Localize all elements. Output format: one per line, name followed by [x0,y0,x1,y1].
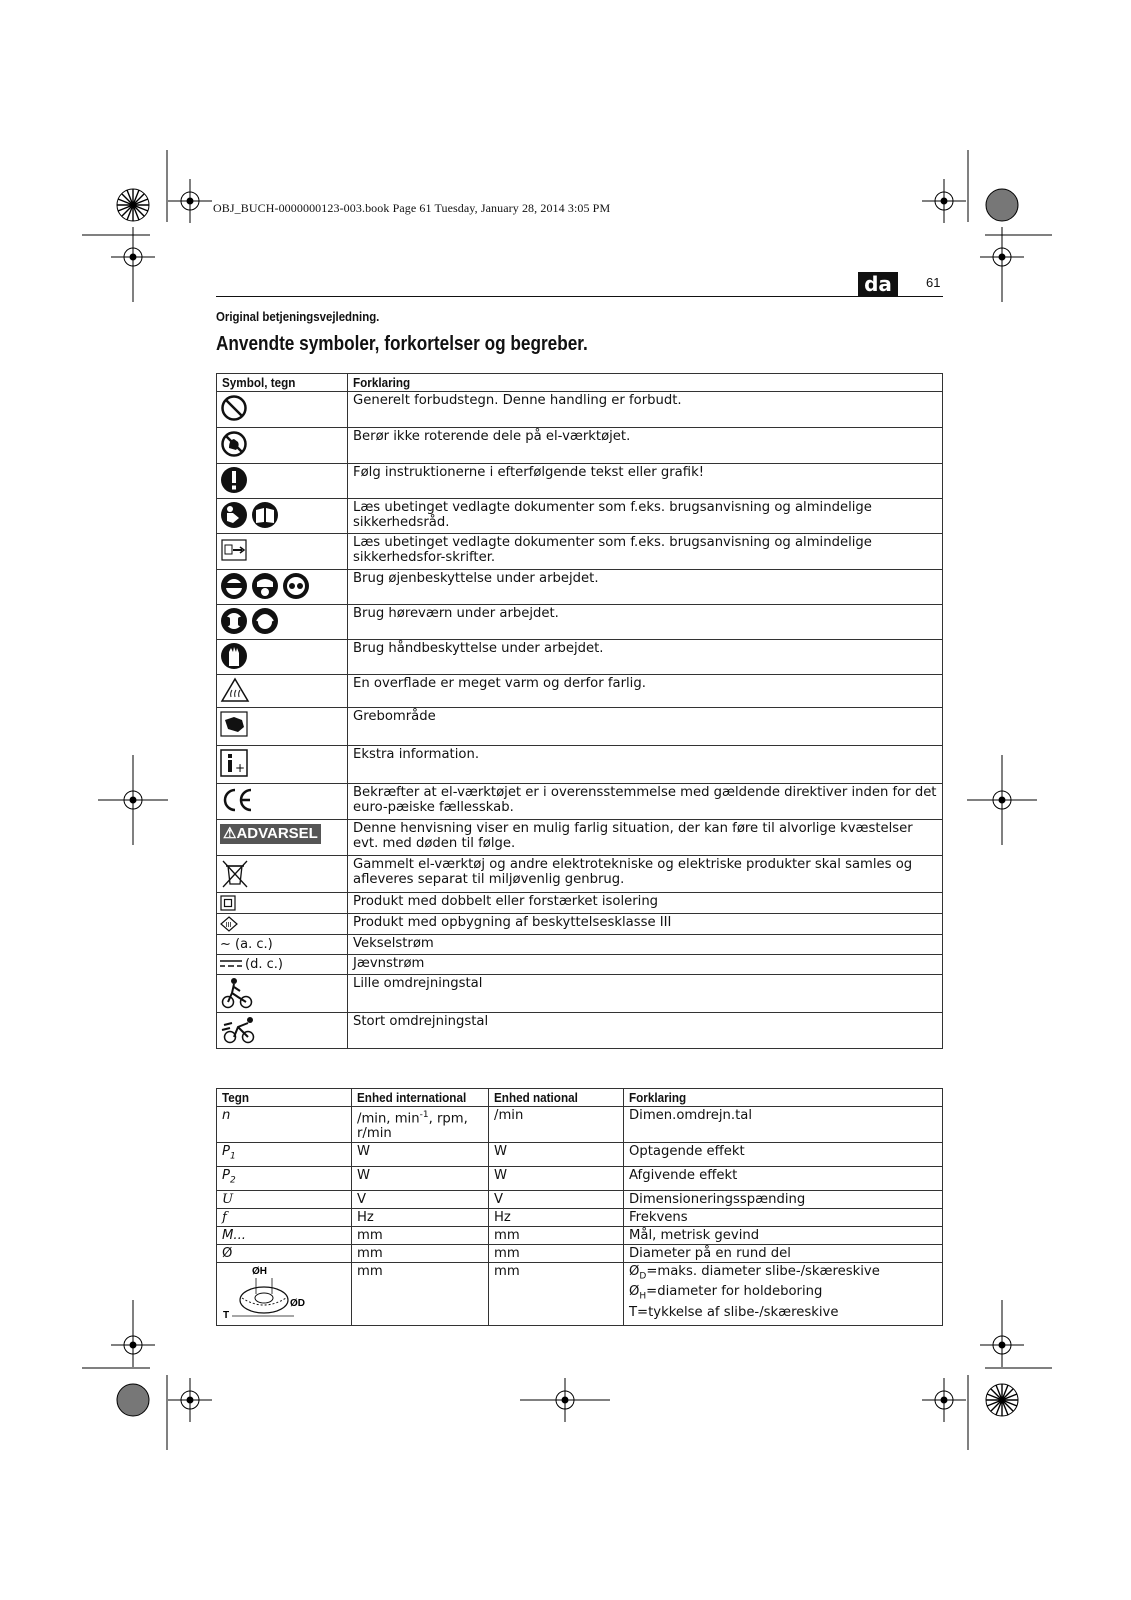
symbols-table [216,373,943,1049]
warning-triangle-icon: ⚠ [223,825,237,842]
table-row: Gammelt el-værktøj og andre elektrotekniske og elektriske produkter skal samles og afleveres separat til miljøvenlig genbrug. [217,856,943,893]
table-row: Bekræfter at el-værktøjet er i overensstemmelse med gældende direktiver inden for det euro-pæiske fællesskab. [217,784,943,820]
table-row: Produkt med dobbelt eller forstærket isolering [217,893,943,914]
section-title: Anvendte symboler, forkortelser og begreber. [216,333,588,355]
table-header-row [217,374,943,392]
svg-text:III: III [225,921,232,929]
book-icon [251,501,279,529]
table-row: Berør ikke roterende dele på el-værktøjet. [217,428,943,464]
face-shield-icon [251,572,279,600]
table-row: $P_2$ W W Afgivende effekt [217,1167,943,1191]
table-row: Brug øjenbeskyttelse under arbejdet. [217,570,943,605]
table-row: En overflade er meget varm og derfor farlig. [217,675,943,708]
table-row: Læs ubetinget vedlagte dokumenter som f.eks. brugsanvisning og almindelige sikkerhedsfor-skrifter. [217,534,943,570]
prohibition-icon [220,394,248,422]
column-header-natl: Enhed national [489,1089,624,1107]
table-row: Brug håndbeskyttelse under arbejdet. [217,640,943,675]
goggles-icon [282,572,310,600]
dc-icon [220,957,242,969]
class-three-icon [220,916,238,932]
earmuff-icon [251,607,279,635]
table-row: III Produkt med opbygning af beskyttelsesklasse III [217,914,943,935]
header-rule [216,296,943,297]
warning-badge: ⚠ADVARSEL [220,824,321,844]
book-info-line: OBJ_BUCH-0000000123-003.book Page 61 Tuesday, January 28, 2014 3:05 PM [213,201,611,215]
table-row: M... mm mm Mål, metrisk gevind [217,1226,943,1244]
svg-text:ØD: ØD [290,1297,305,1309]
table-row: Generelt forbudstegn. Denne handling er forbudt. [217,392,943,428]
table-row: Lille omdrejningstal [217,975,943,1013]
table-row: ØH ØD T mm mm $Ø_D=maks$. diameter slibe-/skæreskive $Ø_H=diameter$ for holdeboring T=tykkelse af slibe-/skæreskive [217,1262,943,1325]
slow-cyclist-icon [220,977,254,1009]
grinding-disc-diagram [222,1264,312,1320]
no-touch-rotating-icon [220,430,248,458]
hand-protection-icon [220,642,248,670]
table-row: Ø mm mm Diameter på en rund del [217,1244,943,1262]
svg-text:ØH: ØH [252,1265,267,1277]
table-row: Læs ubetinget vedlagte dokumenter som f.eks. brugsanvisning og almindelige sikkerhedsråd. [217,499,943,534]
read-manual-icon [220,501,248,529]
ear-protection-icon [220,607,248,635]
table-row: f Hz Hz Frekvens [217,1208,943,1226]
table-row: $P_1$ W W Optagende effekt [217,1143,943,1167]
svg-text:+: + [235,761,246,775]
ce-mark-icon [220,786,254,814]
table-row: U V V Dimensioneringsspænding [217,1190,943,1208]
exclamation-icon [220,466,248,494]
table-row: ⚠ADVARSEL Denne henvisning viser en mulig farlig situation, der kan føre til alvorlige kvæstelser evt. med døden til følge. [217,820,943,856]
column-header-explanation: Forklaring [348,374,943,392]
disc-explanation-line: $Ø_H=diameter$ for holdeboring [629,1284,823,1302]
eye-protection-icon [220,572,248,600]
svg-text:T: T [223,1309,230,1320]
table-row: (d. c.) Jævnstrøm [217,955,943,975]
document-subtitle: Original betjeningsvejledning. [216,309,380,324]
ac-symbol: ~ (a. c.) [217,935,348,955]
table-row: Stort omdrejningstal [217,1013,943,1049]
fast-cyclist-icon [220,1015,258,1045]
info-icon [220,748,248,778]
dc-symbol: (d. c.) [217,955,348,975]
documents-icon [220,536,248,564]
grip-area-icon [220,710,248,738]
table-row: ~ (a. c.) Vekselstrøm [217,935,943,955]
units-table [216,1088,943,1326]
hot-surface-icon [220,677,250,703]
column-header-explanation: Forklaring [624,1089,943,1107]
table-row: Grebområde [217,708,943,746]
disc-explanation-line: T=tykkelse af slibe-/skæreskive [629,1304,839,1320]
column-header-symbol: Symbol, tegn [217,374,348,392]
table-row: Brug høreværn under arbejdet. [217,605,943,640]
language-tab: da [858,272,898,296]
table-row: n /min, $\min^{-1}$, rpm, r/min /min Dimen.omdrejn.tal [217,1107,943,1143]
table-row: Følg instruktionerne i efterfølgende tekst eller grafik! [217,464,943,499]
column-header-sign: Tegn [217,1089,352,1107]
disc-explanation-line: $Ø_D=maks$. diameter slibe-/skæreskive [629,1263,880,1282]
table-header-row [217,1089,943,1107]
table-row: + Ekstra information. [217,746,943,784]
weee-bin-icon [220,858,250,890]
page-number: 61 [926,275,941,290]
double-insulation-icon [220,895,236,911]
column-header-intl: Enhed international [352,1089,489,1107]
